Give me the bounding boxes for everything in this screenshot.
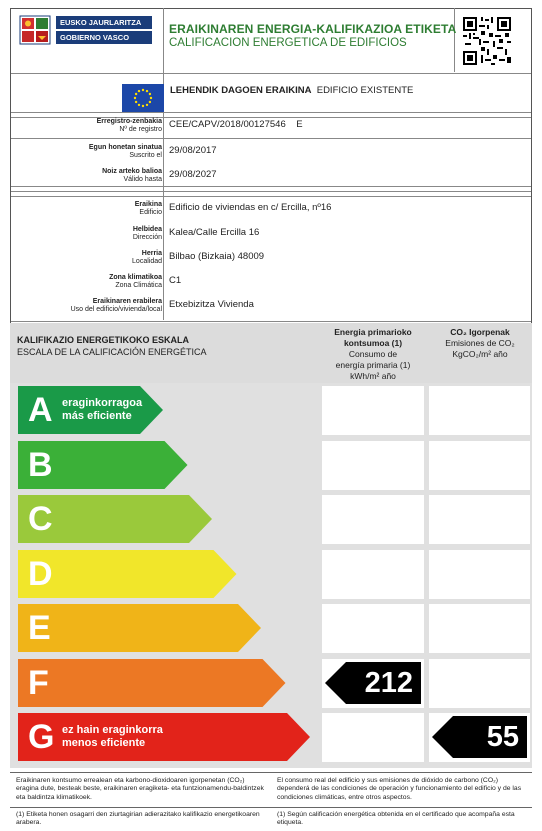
registration-number: CEE/CAPV/2018/00127546 E xyxy=(169,119,303,130)
basque-crest-icon xyxy=(18,15,52,45)
address-value: Kalea/Calle Ercilla 16 xyxy=(169,227,260,238)
signed-date: 29/08/2017 xyxy=(169,145,217,156)
qr-code-icon xyxy=(461,15,513,67)
co2-cell-c xyxy=(429,495,530,544)
co2-cell-a xyxy=(429,386,530,435)
primary-energy-cell-c xyxy=(322,495,424,544)
gov-logo-line2: GOBIERNO VASCO xyxy=(56,31,152,44)
eu-flag-icon xyxy=(122,84,164,112)
class-letter-b: B xyxy=(28,446,53,484)
class-bar-f xyxy=(18,659,287,707)
primary-energy-cell-g xyxy=(322,713,424,762)
valid-until-label: Noiz arteko balioa Válido hasta xyxy=(102,168,162,183)
gobierno-vasco-logo xyxy=(18,15,152,45)
class-letter-g: G xyxy=(28,718,55,756)
registration-suffix: E xyxy=(296,119,303,130)
scale-title-eu: KALIFIKAZIO ENERGETIKOKO ESKALA xyxy=(17,335,190,345)
footer-ref-eu: (1) Etiketa honen osagarri den ziurtagirian adierazitako kalifikazio energetikoaren arabera. xyxy=(16,811,260,827)
class-letter-a: A xyxy=(28,391,53,429)
climate-zone-value: C1 xyxy=(169,275,182,286)
signed-date-label: Egun honetan sinatua Suscrito el xyxy=(88,144,162,159)
co2-emissions-rating xyxy=(432,716,527,758)
class-bar-b xyxy=(18,441,189,489)
class-bar-d xyxy=(18,550,238,598)
building-use-value: Etxebizitza Vivienda xyxy=(169,299,254,310)
class-letter-d: D xyxy=(28,555,53,593)
label-title-es: CALIFICACION ENERGETICA DE EDIFICIOS xyxy=(169,37,407,49)
building-use-label: Eraikinaren erabilera Uso del edificio/vivienda/local xyxy=(70,298,162,313)
class-bar-c xyxy=(18,495,213,543)
class-arrow-e xyxy=(18,604,261,652)
class-letter-e: E xyxy=(28,609,51,647)
class-bar-a xyxy=(18,386,164,434)
label-title-eu: ERAIKINAREN ENERGIA-KALIFIKAZIOA ETIKETA xyxy=(169,22,457,36)
class-bar-e xyxy=(18,604,262,652)
co2-cell-f xyxy=(429,659,530,708)
class-bar-g xyxy=(18,713,311,761)
primary-energy-rating-value: 212 xyxy=(364,667,413,699)
class-letter-c: C xyxy=(28,500,53,538)
scale-title-es: ESCALA DE LA CALIFICACIÓN ENERGÉTICA xyxy=(17,347,207,357)
class-letter-f: F xyxy=(28,664,49,702)
primary-energy-rating xyxy=(325,662,421,704)
primary-energy-cell-d xyxy=(322,550,424,599)
primary-energy-cell-b xyxy=(322,441,424,490)
co2-cell-d xyxy=(429,550,530,599)
valid-until-date: 29/08/2027 xyxy=(169,169,217,180)
footer-note-es: El consumo real del edificio y sus emisiones de dióxido de carbono (CO₂) dependerá de las condiciones de operación y funcionamiento del edificio y de las condiciones climáticas, entre otros aspectos. xyxy=(277,777,522,801)
building-type-eu: LEHENDIK DAGOEN ERAIKINA xyxy=(170,85,312,96)
class-caption-g: ez hain eraginkorra menos eficiente xyxy=(62,724,163,749)
footer-ref-es: (1) Según calificación energética obtenida en el certificado que acompaña esta etiqueta. xyxy=(277,811,515,827)
building-type xyxy=(170,85,413,96)
footer-note-eu: Eraikinaren kontsumo errealean eta karbono-dioxidoaren igorpenetan (CO₂) eragina dute, besteak beste, eraikinaren eragiketa- eta funtzionamendu-baldintzek eta baldintza klimatikoek. xyxy=(16,777,264,801)
building-name: Edificio de viviendas en c/ Ercilla, nº16 xyxy=(169,202,332,213)
co2-cell-b xyxy=(429,441,530,490)
climate-zone-label: Zona klimatikoa Zona Climática xyxy=(109,274,162,289)
address-label: Helbidea Dirección xyxy=(132,226,162,241)
primary-energy-header: Energia primarioko kontsumoa (1) Consumo de energía primaria (1) kWh/m² año xyxy=(334,327,412,381)
co2-emissions-rating-value: 55 xyxy=(486,721,519,753)
class-arrow-f xyxy=(18,659,286,707)
class-caption-a: eraginkorragoa más eficiente xyxy=(62,397,143,422)
registration-label: Erregistro-zenbakia Nº de registro xyxy=(96,118,162,133)
locality-label: Herria Localidad xyxy=(132,250,162,265)
co2-emissions-header: CO₂ Igorpenak Emisiones de CO₂ KgCO₂/m² año xyxy=(445,327,515,359)
locality-value: Bilbao (Bizkaia) 48009 xyxy=(169,251,265,262)
building-label: Eraikina Edificio xyxy=(134,201,162,216)
co2-cell-e xyxy=(429,604,530,653)
gov-logo-line1: EUSKO JAURLARITZA xyxy=(56,16,152,29)
primary-energy-cell-e xyxy=(322,604,424,653)
primary-energy-cell-a xyxy=(322,386,424,435)
building-type-es: EDIFICIO EXISTENTE xyxy=(316,85,414,96)
